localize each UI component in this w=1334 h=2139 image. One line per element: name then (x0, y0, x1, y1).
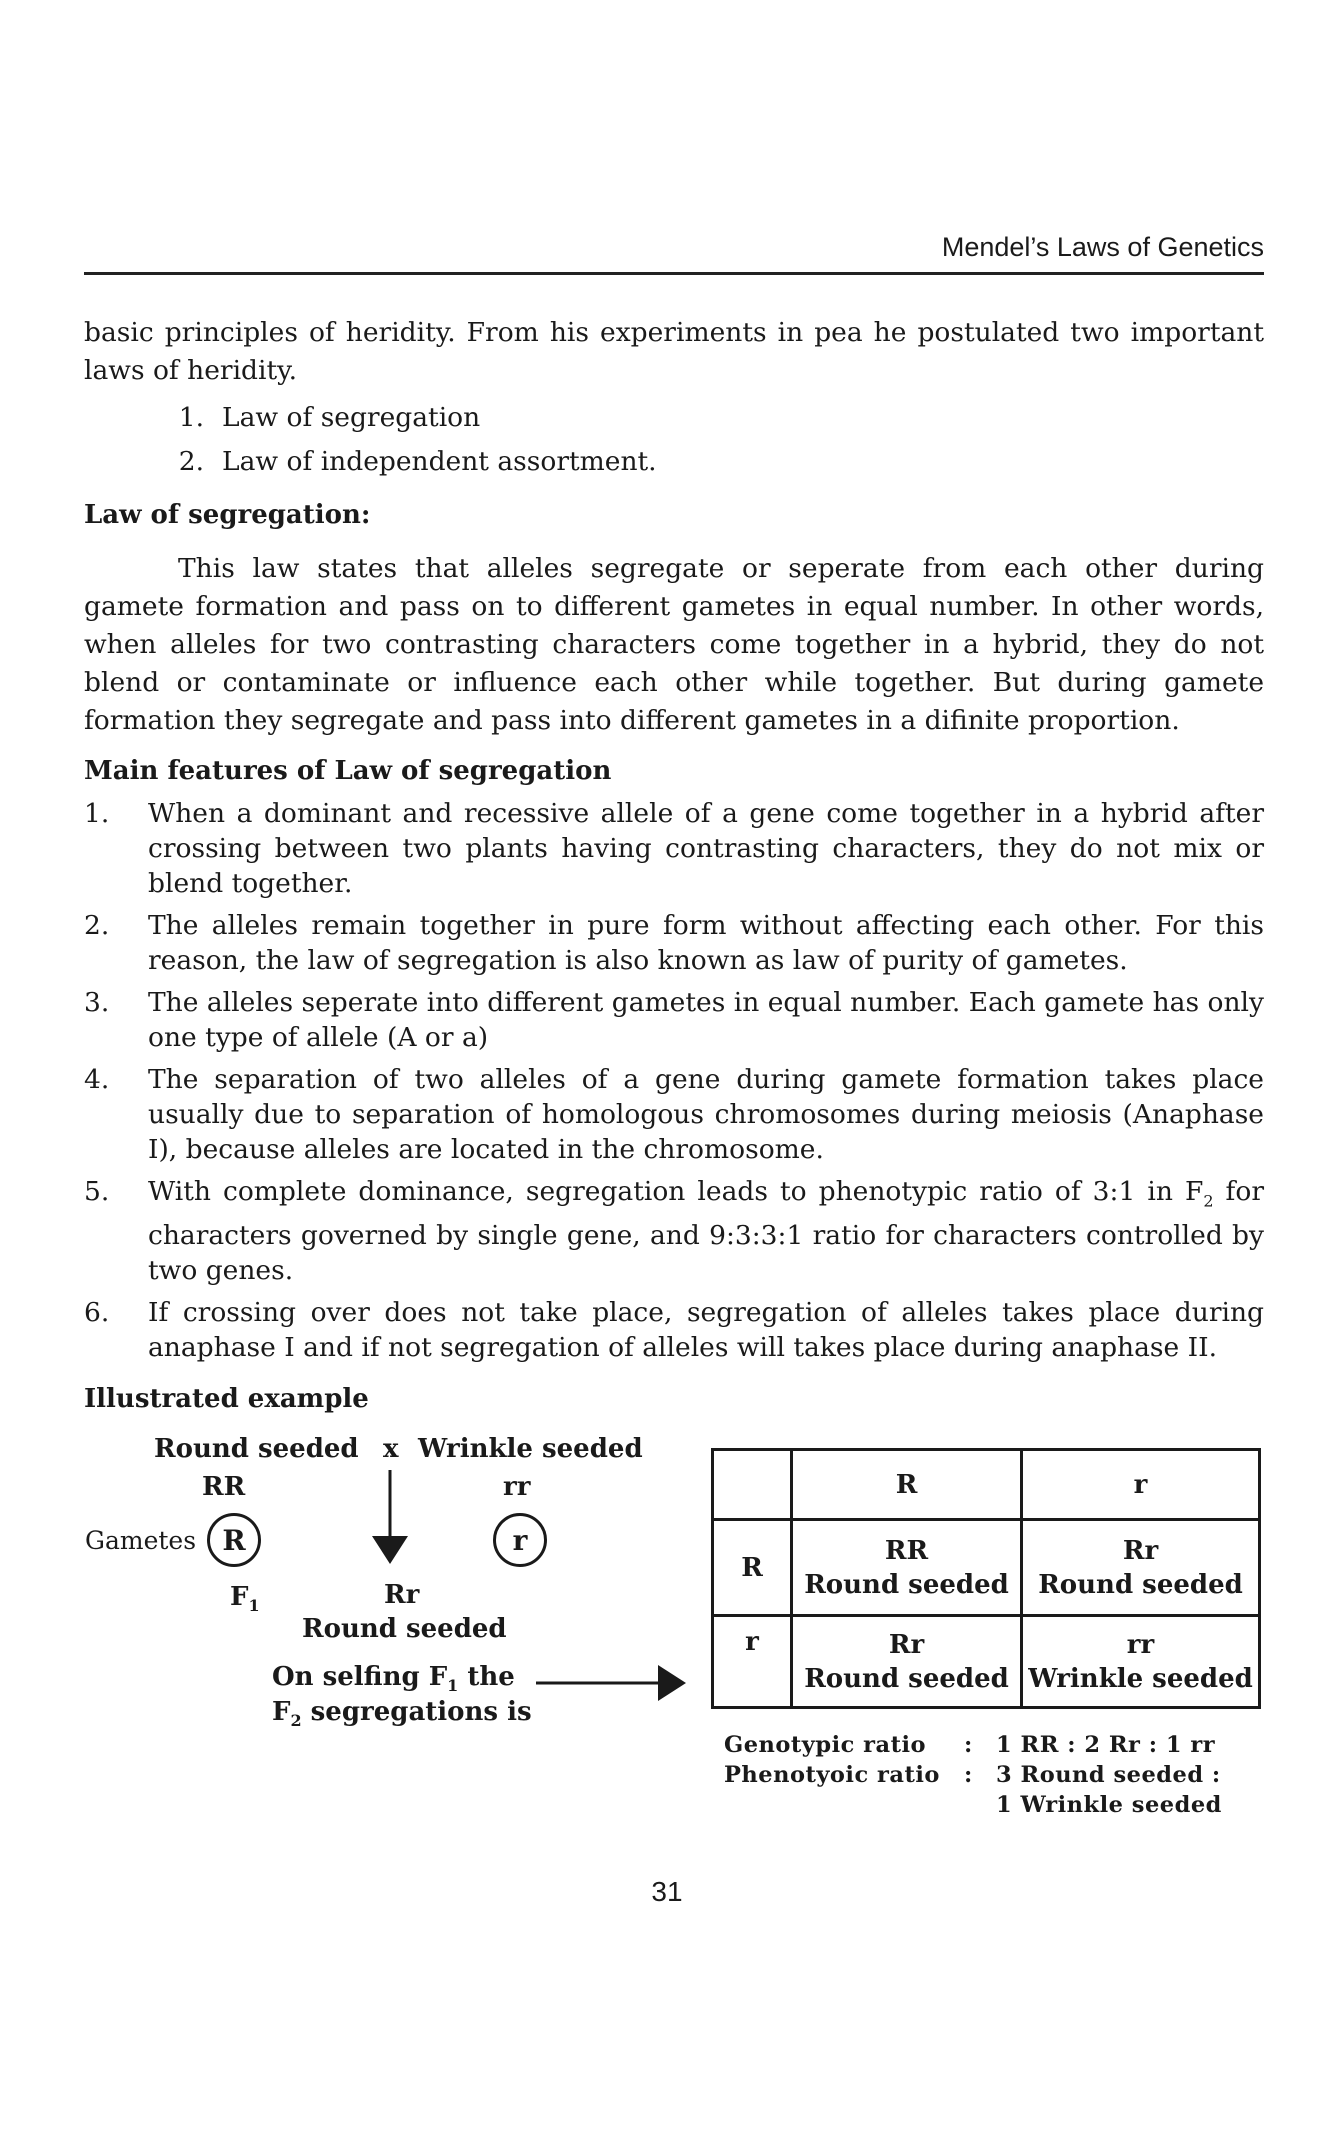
genotypic-ratio-value: 1 RR : 2 Rr : 1 rr (996, 1732, 1216, 1758)
list-item (84, 396, 657, 440)
feature-number: 2. (84, 910, 110, 941)
feature-text-part: With complete dominance, segregation leads to phenotypic ratio of 3:1 in F (148, 1176, 1204, 1207)
cell-genotype: RR (884, 1535, 929, 1566)
feature-number: 4. (84, 1064, 110, 1095)
running-header (84, 232, 1264, 275)
subscript: 2 (1203, 1191, 1214, 1211)
parent2-genotype: rr (503, 1472, 531, 1502)
cell-phenotype: Wrinkle seeded (1028, 1663, 1253, 1694)
selfing-text (272, 1662, 515, 1695)
gamete-circle-r (493, 1513, 547, 1567)
punnett-header-row (713, 1450, 1260, 1520)
subscript: 1 (248, 1596, 260, 1616)
ratio-colon: : (964, 1762, 973, 1788)
punnett-cell (792, 1616, 1022, 1708)
cell-phenotype: Round seeded (804, 1663, 1009, 1694)
feature-item (84, 1062, 1264, 1167)
feature-item (84, 985, 1264, 1055)
punnett-cell (1022, 1616, 1260, 1708)
phenotypic-ratio-value-cont: 1 Wrinkle seeded (996, 1792, 1222, 1818)
spacer (964, 1790, 996, 1820)
feature-text (148, 1174, 1264, 1288)
list-item-text: Law of independent assortment. (222, 446, 657, 477)
punnett-row-header: R (713, 1520, 792, 1616)
feature-number: 6. (84, 1297, 110, 1329)
cell-phenotype: Round seeded (804, 1569, 1009, 1600)
segregation-paragraph: This law states that alleles segregate or seperate from each other during gamete formation and pass on to different gametes in equal number. In other words, when alleles for two contrasting characters come together in a hybrid, they do not blend or contaminate or influence each other while together. But during gamete formation they segregate and pass into different gametes in a difinite proportion. (84, 553, 1264, 736)
f1-genotype: Rr (384, 1580, 420, 1610)
punnett-row (713, 1520, 1260, 1616)
subscript: 2 (290, 1711, 302, 1731)
laws-list (84, 396, 657, 484)
intro-paragraph: basic principles of heridity. From his experiments in pea he postulated two important laws of heridity. (84, 317, 1264, 386)
f1-text: F (230, 1582, 249, 1612)
punnett-row-header: r (713, 1616, 792, 1708)
gamete-circle-R (207, 1513, 261, 1567)
punnett-row (713, 1616, 1260, 1708)
cell-genotype: Rr (888, 1629, 925, 1660)
spacer (724, 1790, 964, 1820)
parent2-label: Wrinkle seeded (418, 1434, 643, 1464)
feature-text: If crossing over does not take place, segregation of alleles takes place during anaphase I and if not segregation of alleles will takes place during anaphase II. (148, 1297, 1264, 1364)
genotypic-ratio-row (724, 1730, 1222, 1760)
features-list (84, 796, 1264, 1372)
f2-text (272, 1697, 532, 1730)
selfing-text-part: the (458, 1662, 515, 1692)
section-heading-features: Main features of Law of segregation (84, 756, 612, 786)
feature-text: When a dominant and recessive allele of a gene come together in a hybrid after crossing between two plants having contrasting characters, they do not mix or blend together. (148, 798, 1264, 899)
phenotypic-ratio-row (724, 1760, 1222, 1790)
phenotypic-ratio-row-cont (724, 1790, 1222, 1820)
feature-text: The alleles seperate into different gametes in equal number. Each gamete has only one type of allele (A or a) (148, 987, 1264, 1053)
list-item (84, 440, 657, 484)
right-arrow-icon (536, 1660, 690, 1706)
gamete-label: R (222, 1523, 246, 1557)
f1-phenotype: Round seeded (302, 1614, 507, 1644)
cell-phenotype: Round seeded (1038, 1569, 1243, 1600)
list-item-text: Law of segregation (222, 402, 481, 433)
header-title: Mendel’s Laws of Genetics (941, 232, 1264, 262)
feature-number: 3. (84, 987, 110, 1018)
section-heading-example: Illustrated example (84, 1384, 369, 1414)
punnett-col-header: r (1022, 1450, 1260, 1520)
feature-text: The separation of two alleles of a gene during gamete formation takes place usually due to separation of homologous chromosomes during meiosis (Anaphase I), because alleles are located in the chromosome. (148, 1064, 1264, 1165)
f2-text-part: segregations is (301, 1697, 532, 1727)
feature-text-part: for characters governed by single gene, and 9:3:3:1 ratio for characters controlled by two genes. (148, 1176, 1264, 1287)
ratio-block (724, 1730, 1222, 1820)
feature-item (84, 1174, 1264, 1288)
parent1-label: Round seeded (154, 1434, 359, 1464)
punnett-col-header: R (792, 1450, 1022, 1520)
f2-text-part: F (272, 1697, 291, 1727)
subscript: 1 (447, 1676, 459, 1696)
feature-number: 1. (84, 798, 110, 829)
phenotypic-ratio-value: 3 Round seeded : (996, 1762, 1221, 1788)
selfing-text-part: On selfing F (272, 1662, 448, 1692)
punnett-corner-cell (713, 1450, 792, 1520)
feature-item (84, 796, 1264, 901)
parent1-genotype: RR (202, 1472, 246, 1502)
genotypic-ratio-label: Genotypic ratio (724, 1732, 927, 1758)
f1-label (230, 1582, 260, 1615)
cross-symbol: x (383, 1434, 399, 1464)
phenotypic-ratio-label: Phenotyoic ratio (724, 1762, 940, 1788)
feature-item (84, 908, 1264, 978)
gamete-label: r (512, 1523, 528, 1557)
feature-text: The alleles remain together in pure form without affecting each other. For this reason, the law of segregation is also known as law of purity of gametes. (148, 910, 1264, 976)
punnett-cell (792, 1520, 1022, 1616)
section-heading-segregation: Law of segregation: (84, 500, 371, 530)
cell-genotype: rr (1126, 1629, 1155, 1660)
list-item-number: 2. (178, 446, 204, 477)
punnett-square (711, 1448, 1261, 1709)
feature-number: 5. (84, 1176, 110, 1207)
down-arrow-icon (360, 1470, 420, 1570)
cell-genotype: Rr (1122, 1535, 1159, 1566)
ratio-colon: : (964, 1732, 973, 1758)
gametes-label: Gametes (85, 1526, 197, 1555)
punnett-cell (1022, 1520, 1260, 1616)
list-item-number: 1. (178, 402, 204, 433)
page-number: 31 (651, 1876, 683, 1907)
feature-item (84, 1295, 1264, 1365)
